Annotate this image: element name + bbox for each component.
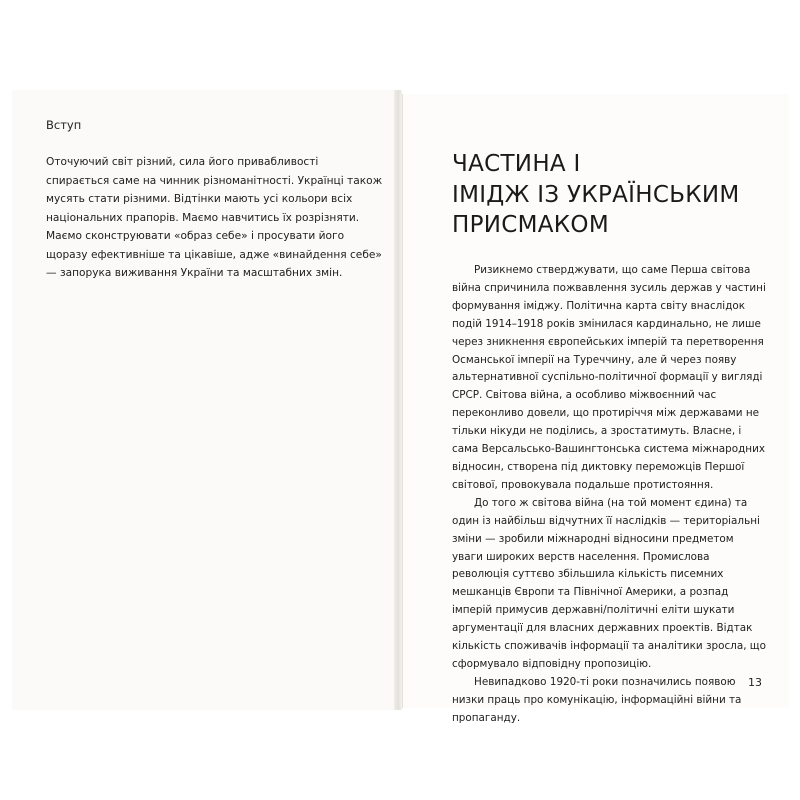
book-gutter <box>394 90 402 710</box>
part-label: ЧАСТИНА І <box>452 151 581 177</box>
body-paragraph: Ризикнемо стверджувати, що саме Перша світова війна спричинила пожвавлення зусиль держав у частині формування іміджу. Політична карта світу внаслідок подій 1914–1918 років змінилася кардинально, не лише через зникнення європейських імперій та перетворення Османської імперії на Туреччину, але й через появу альтернативної суспільно-політичної формації у вигляді СРСР. Світова війна, а особливо міжвоєнний час переконливо довели, що протиріччя між державами не тільки нікуди не поділись, а зростатимуть. Власне, і сама Версальсько-Вашингтонська система міжнародних відносин, створена під диктовку переможців Першої світової, провокувала подальше протистояння. <box>452 264 766 491</box>
page-number: 13 <box>748 676 762 689</box>
chapter-title: ІМІДЖ ІЗ УКРАЇНСЬКИМ ПРИСМАКОМ <box>452 182 740 238</box>
body-paragraph: Невипадково 1920-ті роки позначились появою низки праць про комунікацію, інформаційні війни та пропаганду. <box>452 675 742 724</box>
body-paragraph: До того ж світова війна (на той момент єдина) та один із найбільш відчутних її наслідків — територіальні зміни — зробили міжнародні відносини предметом уваги широких верств населення. Промислова революція суттєво збільшила кількість писемних мешканців Європи та Північної Америки, а розпад імперій примусив державні/політичні еліти шукати аргументації для власних державних проектів. Відтак кількість споживачів інформації та аналітики зросла, що сформувало відповідну пропозицію. <box>452 496 766 670</box>
left-page-paragraph: Оточуючий світ різний, сила його привабливості спирається саме на чинник різноманітності. Українці також мусять стати різними. Відтінки мають усі кольори всіх національних прапорів. Маємо навчитись їх розрізняти. Маємо сконструювати «образ себе» і просувати його щоразу ефективніше та цікавіше, адже «винайдення себе» — запорука виживання України та масштабних змін. <box>46 156 383 279</box>
right-page-body <box>452 262 766 728</box>
running-head: Вступ <box>46 118 82 132</box>
